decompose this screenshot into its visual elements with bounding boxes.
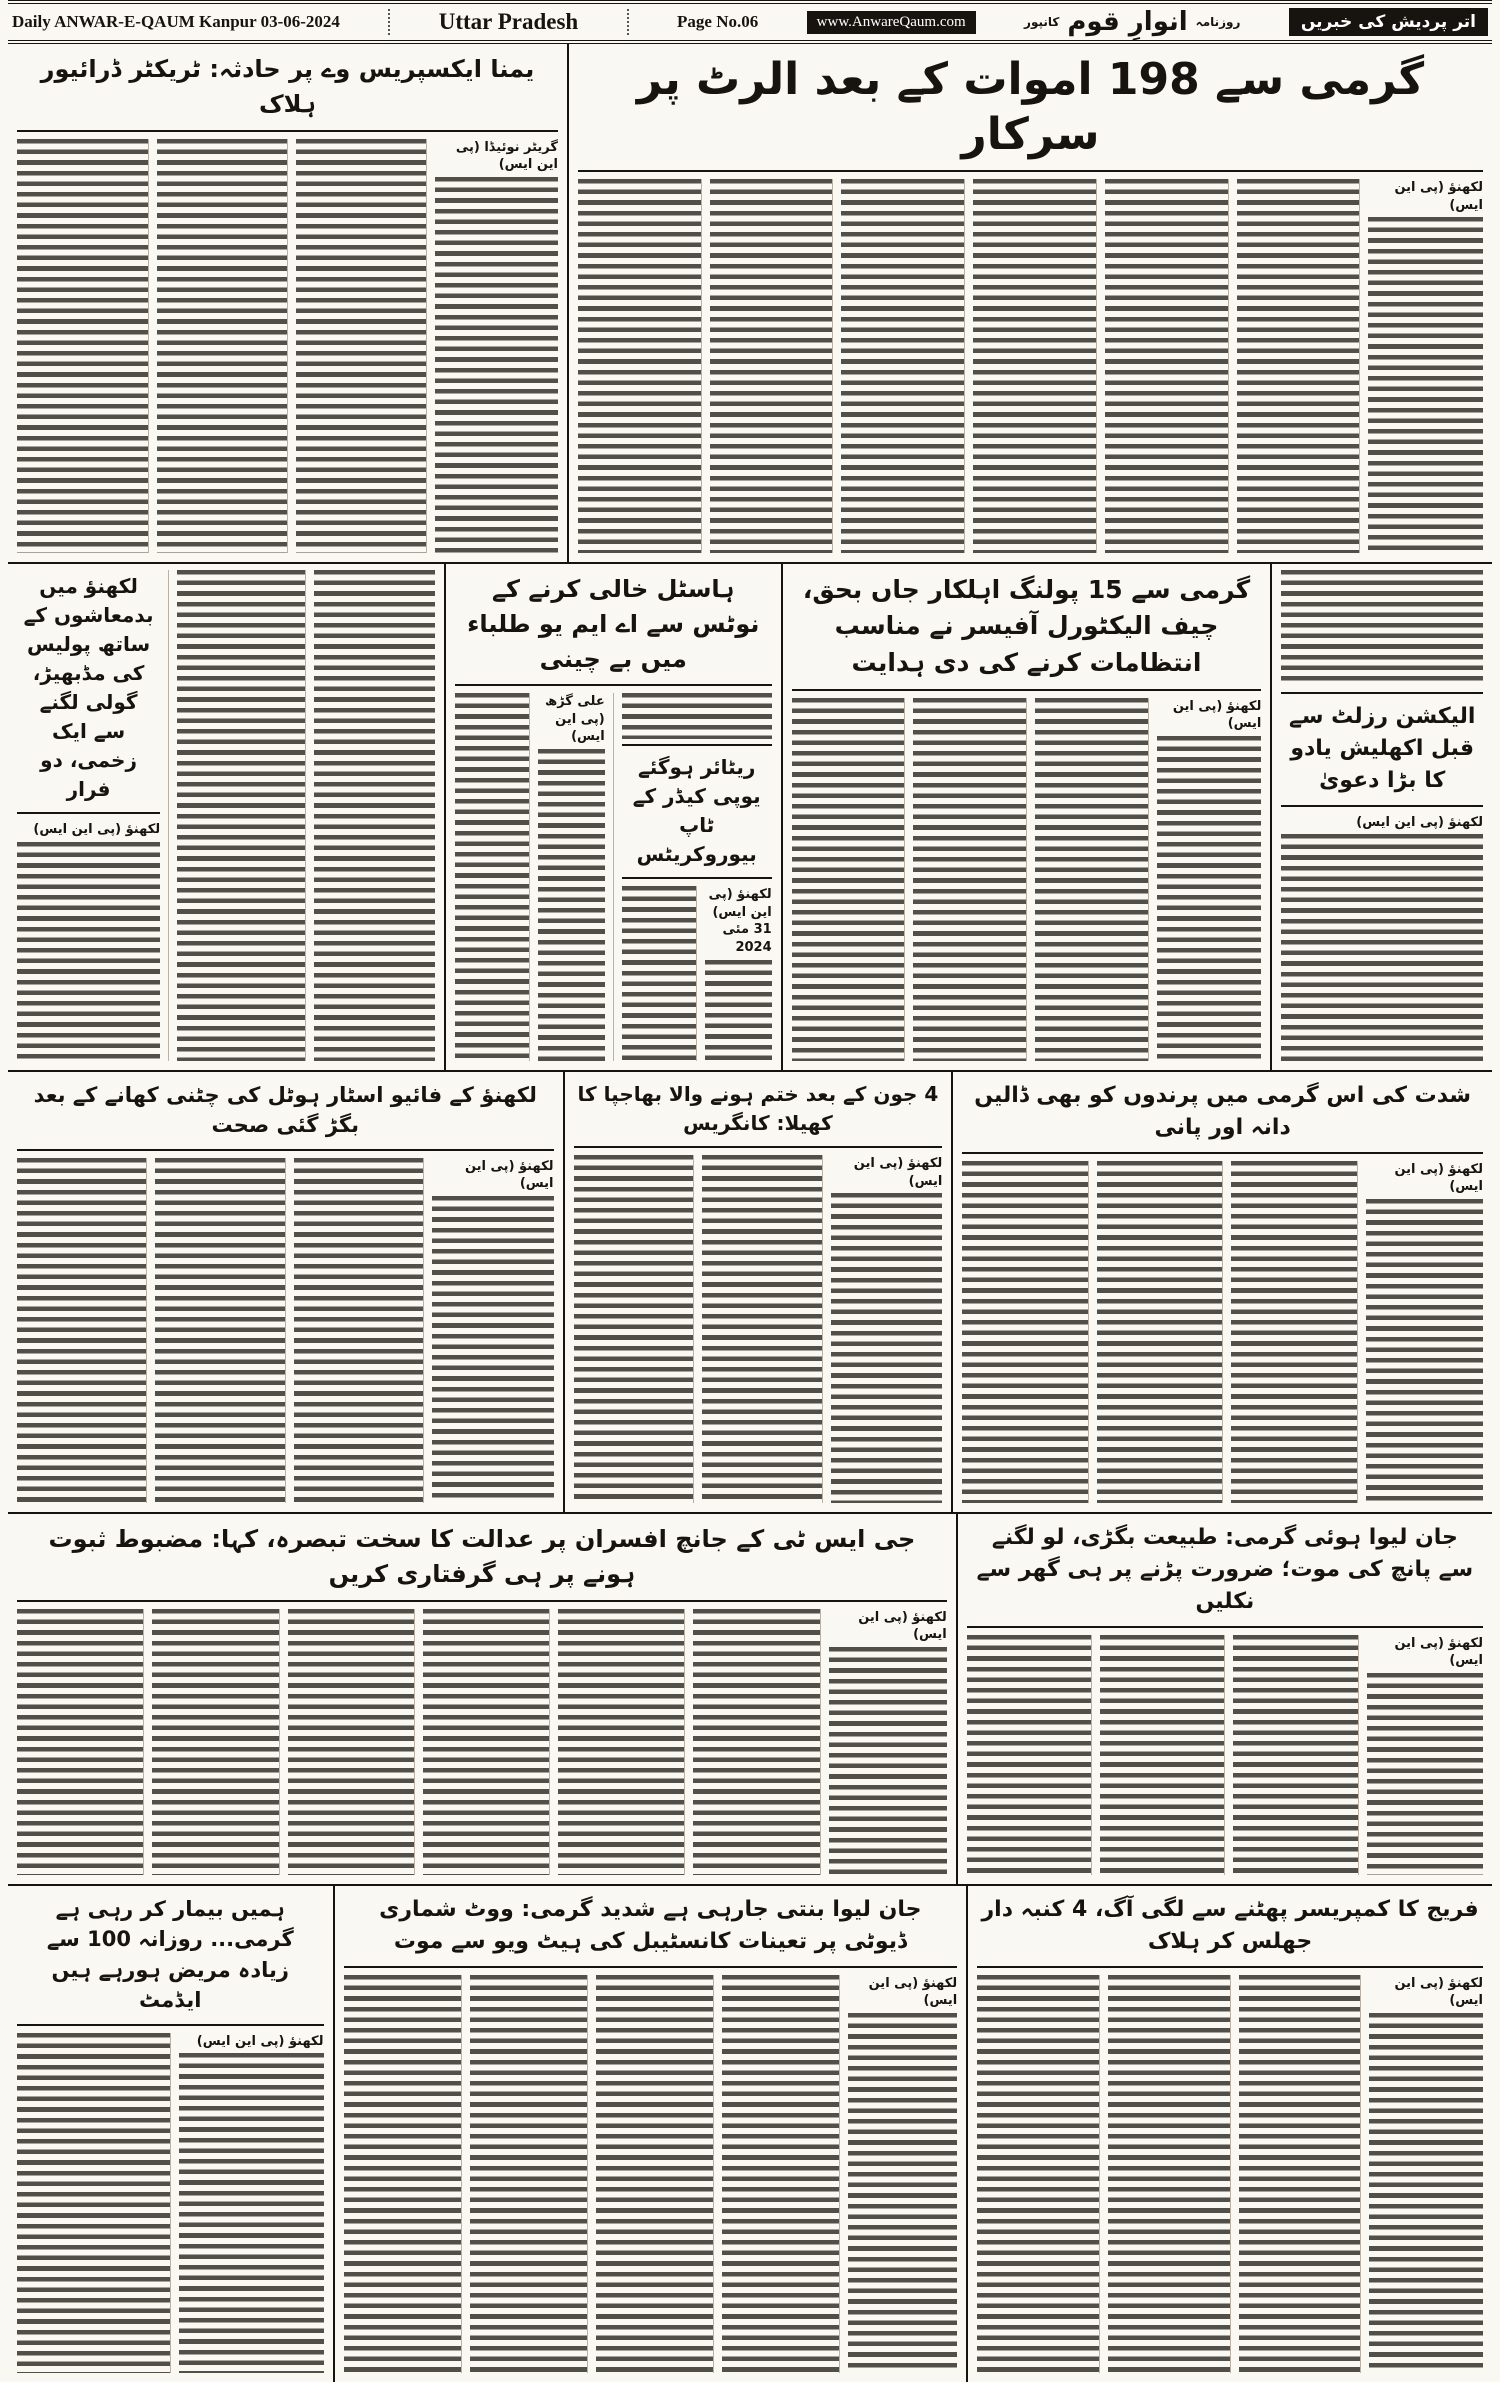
body-column <box>470 1975 588 2373</box>
dateline: علی گڑھ (پی این ایس) <box>545 694 605 745</box>
body-column <box>17 139 148 553</box>
story-bureaucrats-retired <box>622 693 772 1061</box>
body-column <box>792 698 906 1061</box>
body-column <box>17 1609 144 1875</box>
lead-column <box>17 821 160 1061</box>
story-hotel-chutney-illness <box>8 1072 565 1512</box>
story-polling-staff-deaths <box>783 564 1273 1070</box>
body-column <box>622 693 772 739</box>
body-column <box>177 570 306 1061</box>
body-column <box>1035 698 1149 1061</box>
lead-column <box>831 1155 943 1503</box>
body-columns <box>967 1635 1483 1875</box>
band-bottom <box>8 1884 1492 2382</box>
headline: شدت کی اس گرمی میں پرندوں کو بھی ڈالیں دانہ اور پانی <box>962 1078 1483 1154</box>
body-text <box>1367 1673 1483 1875</box>
lead-column <box>829 1609 947 1875</box>
story-yamuna-expressway-accident <box>8 44 569 562</box>
body-column <box>722 1975 840 2373</box>
body-text <box>1369 2013 1483 2373</box>
story-police-encounter <box>8 564 446 1070</box>
band-third <box>8 1070 1492 1512</box>
body-column <box>596 1975 714 2373</box>
dateline: لکھنؤ (پی این ایس) 31 مئی 2024 <box>708 887 772 956</box>
body-column <box>155 1158 285 1503</box>
body-text <box>538 749 604 1061</box>
story-feed-birds-in-heat <box>953 1072 1492 1512</box>
body-column <box>1097 1161 1223 1503</box>
body-column <box>841 179 965 553</box>
body-columns <box>977 1975 1483 2373</box>
lead-column <box>1369 1975 1483 2373</box>
lead-column <box>432 1158 553 1503</box>
lead-column <box>705 886 771 1061</box>
headline: یمنا ایکسپریس وے پر حادثہ: ٹریکٹر ڈرائیور ہلاک <box>17 50 558 132</box>
masthead-daily-urdu: روزنامہ <box>1195 15 1241 29</box>
body-columns <box>792 698 1262 1061</box>
body-column <box>1231 1161 1357 1503</box>
body-text <box>17 842 160 1061</box>
story-deadly-heat-advisory <box>958 1514 1492 1884</box>
story-gst-court-remark <box>8 1514 958 1884</box>
body-text <box>432 1196 553 1503</box>
masthead-daily-line: Daily ANWAR-E-QAUM Kanpur 03-06-2024 <box>12 12 340 31</box>
body-column <box>17 2033 171 2373</box>
lead-column <box>435 139 557 553</box>
body-text <box>848 2013 957 2373</box>
body-column <box>710 179 834 553</box>
lead-column <box>1368 179 1483 553</box>
body-column <box>967 1635 1092 1875</box>
dateline: لکھنؤ (پی این ایس) <box>196 2033 324 2049</box>
body-text <box>1157 736 1262 1061</box>
headline: جی ایس ٹی کے جانچ افسران پر عدالت کا سخت تبصرہ، کہا: مضبوط ثبوت ہونے پر ہی گرفتاری کریں <box>17 1520 947 1602</box>
headline: گرمی سے 198 اموات کے بعد الرٹ پر سرکار <box>578 50 1483 172</box>
body-column <box>344 1975 462 2373</box>
body-text <box>831 1193 943 1503</box>
body-text <box>1368 217 1483 553</box>
story-constable-heatwave-death <box>335 1886 969 2382</box>
lead-column <box>1366 1161 1483 1503</box>
body-column <box>1233 1635 1358 1875</box>
body-columns <box>177 570 435 1061</box>
masthead-logo: انوارِ قوم <box>1067 7 1188 37</box>
body-column <box>1108 1975 1231 2373</box>
body-column <box>296 139 427 553</box>
lead-column <box>1281 814 1483 1061</box>
body-column <box>558 1609 685 1875</box>
body-columns <box>17 1158 554 1503</box>
headline: لکھنؤ میں بدمعاشوں کے ساتھ پولیس کی مڈبھیڑ، گولی لگنے سے ایک زخمی، دو فرار <box>17 570 160 814</box>
body-column <box>294 1158 424 1503</box>
body-column <box>578 179 702 553</box>
body-column <box>913 698 1027 1061</box>
body-column <box>423 1609 550 1875</box>
body-column <box>455 693 530 1061</box>
headline: جان لیوا بنتی جارہی ہے شدید گرمی: ووٹ شماری ڈیوٹی پر تعینات کانسٹیبل کی ہیٹ ویو سے موت <box>344 1892 958 1968</box>
story-heat-patients-admitted <box>8 1886 335 2382</box>
lead-column <box>538 693 604 1061</box>
headline: ہمیں بیمار کر رہی ہے گرمی... روزانہ 100 سے زیادہ مریض ہورہے ہیں ایڈمٹ <box>17 1892 324 2026</box>
body-columns <box>344 1975 958 2373</box>
body-column <box>1239 1975 1362 2373</box>
dateline: لکھنؤ (پی این ایس) <box>853 1156 943 1189</box>
story-akhilesh-claim <box>1272 564 1492 1070</box>
band-second <box>8 562 1492 1070</box>
body-columns <box>1281 814 1483 1061</box>
body-column <box>977 1975 1100 2373</box>
masthead-region-title: Uttar Pradesh <box>438 9 579 34</box>
lead-column <box>848 1975 957 2373</box>
body-columns <box>578 179 1483 553</box>
dateline: لکھنؤ (پی این ایس) <box>1172 698 1262 732</box>
dateline: گریٹر نوئیڈا (پی این ایس) <box>455 139 558 173</box>
story-fridge-compressor-fire <box>968 1886 1492 2382</box>
lead-column <box>1367 1635 1483 1875</box>
body-column <box>962 1161 1088 1503</box>
headline: جان لیوا ہوئی گرمی: طبیعت بگڑی، لو لگنے سے پانچ کی موت؛ ضرورت پڑنے پر ہی گھر سے نکلیں <box>967 1520 1483 1628</box>
masthead-urdu-title <box>1024 7 1240 37</box>
body-column <box>152 1609 279 1875</box>
dateline: لکھنؤ (پی این ایس) <box>1356 814 1483 830</box>
masthead-page-number: Page No.06 <box>677 12 759 31</box>
dateline: لکھنؤ (پی این ایس) <box>1394 1635 1483 1669</box>
headline: 4 جون کے بعد ختم ہونے والا بھاجپا کا کھیلا: کانگریس <box>574 1078 943 1148</box>
amu-body-split <box>455 693 772 1061</box>
body-column <box>157 139 288 553</box>
body-column <box>314 570 434 1061</box>
body-text <box>829 1647 947 1875</box>
body-text <box>435 177 557 553</box>
body-column <box>17 1158 147 1503</box>
dateline: لکھنؤ (پی این ایس) <box>1394 1975 1483 2009</box>
encounter-body-split <box>17 570 435 1061</box>
body-text <box>1281 834 1483 1061</box>
body-column <box>288 1609 415 1875</box>
body-columns <box>17 139 558 553</box>
masthead-divider <box>388 9 390 35</box>
headline: ریٹائر ہوگئے یوپی کیڈر کے ٹاپ بیوروکریٹس <box>622 744 772 879</box>
body-text <box>705 960 771 1061</box>
story-congress-statement <box>565 1072 954 1512</box>
dateline: لکھنؤ (پی این ایس) <box>1394 180 1483 213</box>
body-text <box>179 2053 324 2373</box>
body-column <box>973 179 1097 553</box>
lead-column <box>179 2033 324 2373</box>
masthead-city: کانپور <box>1024 15 1060 29</box>
encounter-headline-column <box>17 570 169 1061</box>
body-column <box>1100 1635 1225 1875</box>
lead-column <box>1157 698 1262 1061</box>
body-column <box>1281 570 1483 686</box>
story-amu-hostel-notice <box>446 564 783 1070</box>
dateline: لکھنؤ (پی این ایس) <box>33 822 161 837</box>
body-column <box>1237 179 1361 553</box>
headline: فریج کا کمپریسر پھٹنے سے لگی آگ، 4 کنبہ دار جھلس کر ہلاک <box>977 1892 1483 1968</box>
headline: گرمی سے 15 پولنگ اہلکار جاں بحق، چیف الیکٹورل آفیسر نے مناسب انتظامات کرنے کی دی ہدایت <box>792 570 1262 691</box>
masthead <box>8 0 1492 44</box>
body-column <box>1105 179 1229 553</box>
masthead-divider <box>627 9 629 35</box>
body-columns <box>455 693 614 1061</box>
headline: الیکشن رزلٹ سے قبل اکھلیش یادو کا بڑا دعویٰ <box>1281 692 1483 807</box>
headline: لکھنؤ کے فائیو اسٹار ہوٹل کی چٹنی کھانے کے بعد بگڑ گئی صحت <box>17 1078 554 1151</box>
dateline: لکھنؤ (پی این ایس) <box>464 1158 554 1192</box>
band-fourth <box>8 1512 1492 1884</box>
story-heat-deaths-alert <box>569 44 1492 562</box>
dateline: لکھنؤ (پی این ایس) <box>858 1609 947 1643</box>
body-columns <box>17 2033 324 2373</box>
band-top <box>8 44 1492 562</box>
body-column <box>702 1155 823 1503</box>
body-column <box>574 1155 695 1503</box>
body-columns <box>962 1161 1483 1503</box>
masthead-news-badge: اتر پردیش کی خبریں <box>1289 8 1488 36</box>
masthead-website: www.AnwareQaum.com <box>807 11 976 34</box>
body-columns <box>622 886 772 1061</box>
body-columns <box>574 1155 943 1503</box>
body-column <box>693 1609 820 1875</box>
body-text <box>1366 1199 1483 1503</box>
headline: ہاسٹل خالی کرنے کے نوٹس سے اے ایم یو طلباء میں بے چینی <box>455 570 772 686</box>
dateline: لکھنؤ (پی این ایس) <box>868 1975 958 2009</box>
dateline: لکھنؤ (پی این ایس) <box>1394 1161 1483 1195</box>
body-columns <box>17 1609 947 1875</box>
body-column <box>622 886 697 1061</box>
